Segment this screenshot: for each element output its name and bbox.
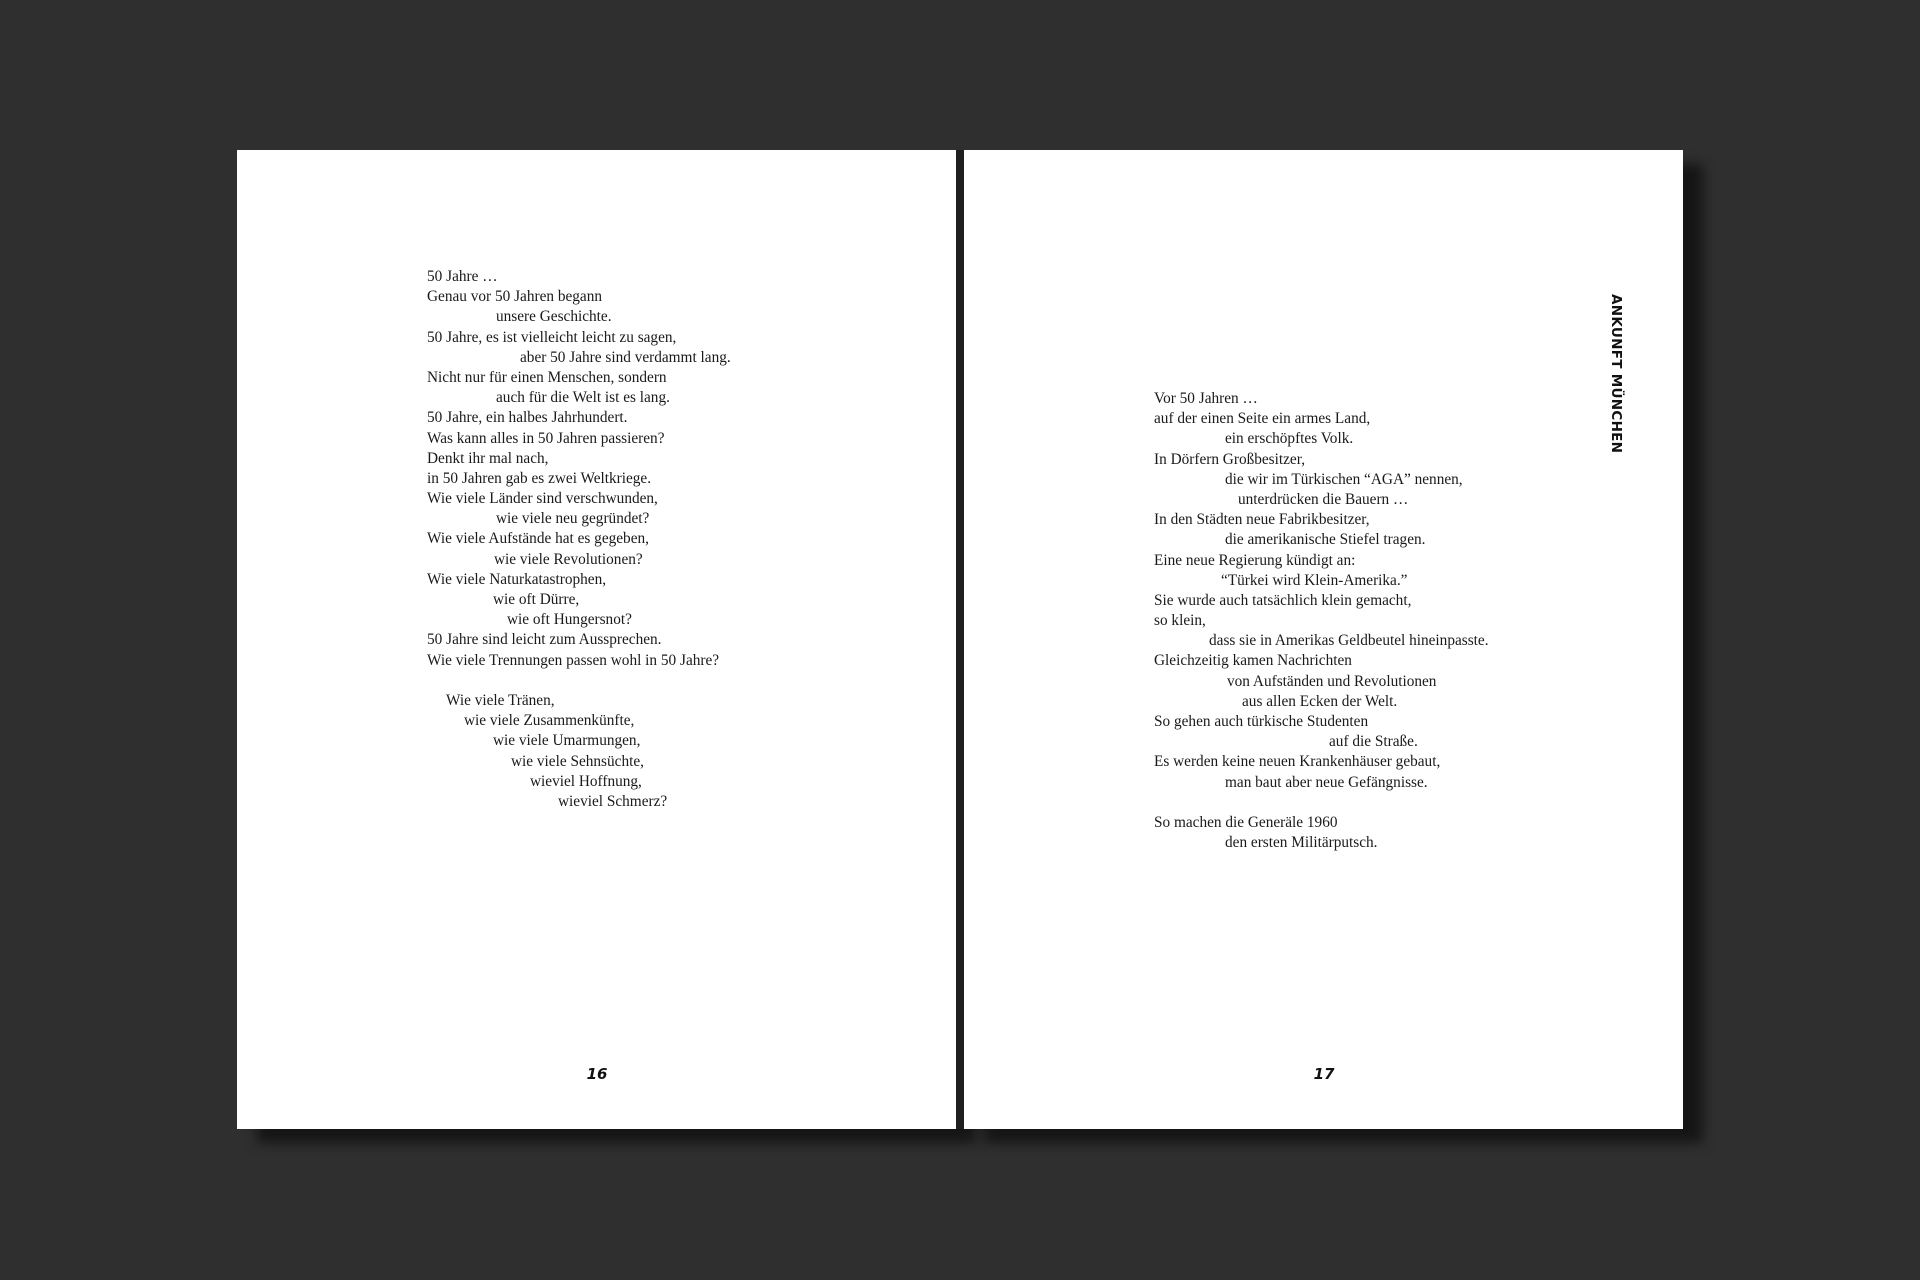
poem-line: unterdrücken die Bauern … (1238, 490, 1409, 508)
poem-line: auf der einen Seite ein armes Land, (1154, 410, 1371, 428)
right-page-poem (1154, 389, 1489, 853)
poem-line: Wie viele Trennungen passen wohl in 50 Jahre? (427, 651, 720, 669)
poem-line: wie viele Zusammenkünfte, (464, 712, 635, 730)
poem-line: in 50 Jahren gab es zwei Weltkriege. (427, 469, 652, 487)
poem-line: 50 Jahre, ein halbes Jahrhundert. (427, 409, 628, 427)
poem-line: wie oft Hungersnot? (507, 611, 632, 629)
poem-line: wie viele neu gegründet? (496, 510, 650, 528)
poem-line: “Türkei wird Klein-Amerika.” (1221, 571, 1408, 589)
poem-line: Nicht nur für einen Menschen, sondern (427, 368, 667, 386)
book-gutter (956, 150, 964, 1129)
poem-line: In den Städten neue Fabrikbesitzer, (1154, 511, 1370, 529)
left-page-number: 16 (586, 1065, 608, 1083)
poem-line: die amerikanische Stiefel tragen. (1225, 531, 1426, 549)
poem-line: 50 Jahre, es ist vielleicht leicht zu sagen, (427, 328, 677, 346)
poem-line: Was kann alles in 50 Jahren passieren? (427, 429, 665, 447)
poem-line: so klein, (1154, 612, 1206, 630)
poem-line: Gleichzeitig kamen Nachrichten (1154, 652, 1352, 670)
left-page-poem (427, 267, 731, 812)
poem-line: In Dörfern Großbesitzer, (1154, 450, 1306, 468)
poem-line: So machen die Generäle 1960 (1154, 813, 1338, 831)
chapter-running-head: ANKUNFT MÜNCHEN (1608, 294, 1624, 454)
poem-line: ein erschöpftes Volk. (1225, 430, 1354, 448)
poem-line: aus allen Ecken der Welt. (1242, 692, 1398, 710)
poem-line: Eine neue Regierung kündigt an: (1154, 551, 1356, 569)
poem-line: aber 50 Jahre sind verdammt lang. (520, 348, 731, 366)
poem-line (1154, 793, 1489, 813)
poem-line: Genau vor 50 Jahren begann (427, 288, 603, 306)
poem-line: 50 Jahre sind leicht zum Aussprechen. (427, 631, 662, 649)
poem-line: wieviel Schmerz? (558, 792, 668, 810)
poem-line: Wie viele Tränen, (446, 691, 555, 709)
poem-line: Es werden keine neuen Krankenhäuser gebaut, (1154, 753, 1441, 771)
poem-line: dass sie in Amerikas Geldbeutel hineinpasste. (1209, 632, 1489, 650)
poem-line: wie viele Sehnsüchte, (511, 752, 644, 770)
poem-line: von Aufständen und Revolutionen (1227, 672, 1437, 690)
poem-line: Wie viele Aufstände hat es gegeben, (427, 530, 649, 548)
poem-line: Wie viele Länder sind verschwunden, (427, 490, 658, 508)
poem-line: So gehen auch türkische Studenten (1154, 713, 1369, 730)
right-page-number: 17 (1313, 1065, 1335, 1083)
poem-line: auf die Straße. (1329, 733, 1418, 751)
poem-line: Sie wurde auch tatsächlich klein gemacht, (1154, 591, 1412, 609)
poem-line: die wir im Türkischen “AGA” nennen, (1225, 470, 1463, 488)
poem-line: 50 Jahre … (427, 268, 498, 285)
poem-line: Denkt ihr mal nach, (427, 449, 549, 467)
poem-line: wie oft Dürre, (493, 591, 580, 608)
poem-line: auch für die Welt ist es lang. (496, 389, 670, 407)
poem-line: wie viele Umarmungen, (493, 732, 641, 750)
poem-line: wie viele Revolutionen? (494, 550, 643, 568)
poem-line: man baut aber neue Gefängnisse. (1225, 773, 1428, 791)
poem-line (427, 671, 731, 691)
poem-line: den ersten Militärputsch. (1225, 834, 1378, 852)
poem-line: wieviel Hoffnung, (530, 772, 642, 790)
poem-line: Wie viele Naturkatastrophen, (427, 570, 607, 588)
left-page (237, 150, 956, 1129)
right-page (964, 150, 1683, 1129)
poem-line: Vor 50 Jahren … (1154, 390, 1258, 407)
poem-line: unsere Geschichte. (496, 308, 612, 326)
